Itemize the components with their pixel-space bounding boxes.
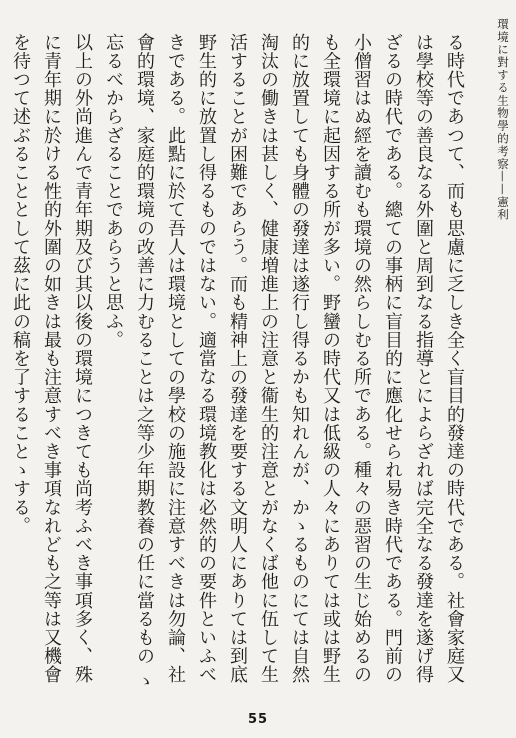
page-number: 55	[247, 712, 269, 727]
running-head: 環境に對する生物學的考察——憲利	[496, 18, 510, 222]
paragraph: 以上の外尚進んで青年期及び其以後の環境につきても尚考ふべき事項多く、殊に青年期に於ける性的外圍の如きは最も注意すべき事項なれども之等は又機會を待つて述ぶることとして茲に此の稿を了することゝする。	[10, 33, 93, 684]
body-text	[8, 33, 470, 693]
paragraph: る時代であつて、而も思慮に乏しき全く盲目的發達の時代である。社會家庭又は學校等の善良なる外圍と周到なる指導とによらざれば完全なる發達を遂げ得ざるの時代である。總ての事柄に盲目的に應化せられ易き時代である。門前の小僧習はぬ經を讀むも環境の然らしむる所である。種々の惡習の生じ始めるのも全環境に起因する所が多い。野蠻の時代又は低級の人々にありては或は野生的に放置しても身體の發達は遂行し得るかも知れんが、かゝるものにては自然淘汰の働きは甚しく、健康増進上の注意と衞生的注意とがなくば他に伍して生活することが困難であらう。而も精神上の發達を要する文明人にありては到底野生的に放置し得るものではない。適當なる環境教化は必然的の要件といふべきである。此點に於て吾人は環境としての學校の施設に注意すべきは勿論、社會的環境、家庭的環境の改善に力むることは之等少年期教養の任に當るもの ゝ忘るべからざることであらうと思ふ。	[103, 33, 465, 691]
